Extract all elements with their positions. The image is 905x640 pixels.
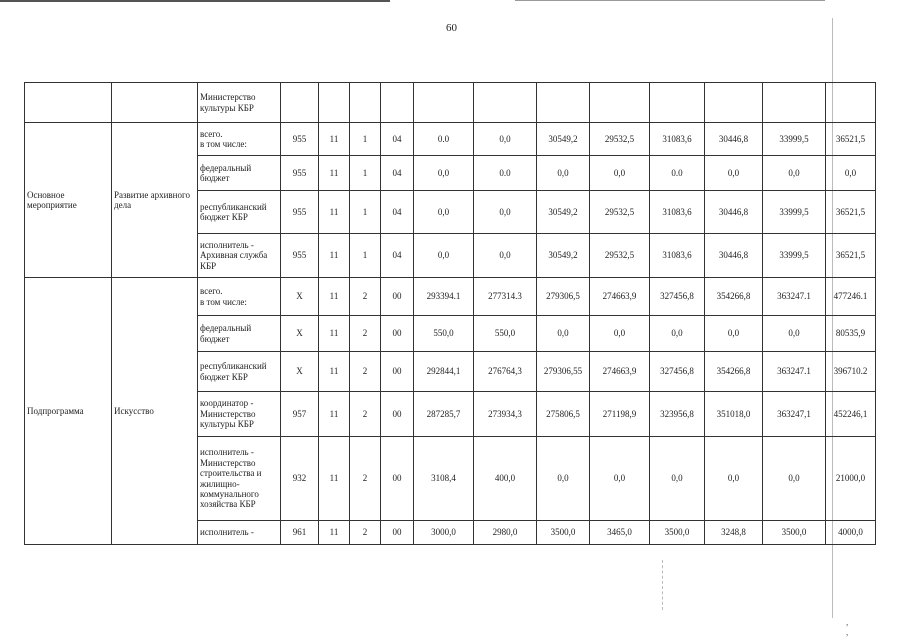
value-cell: 0,0 xyxy=(763,316,826,352)
scan-artifact-dots: , , xyxy=(846,617,867,637)
value-cell: 2980,0 xyxy=(474,521,537,545)
value-cell: 0,0 xyxy=(590,156,650,191)
row-label: координатор - Министерство культуры КБР xyxy=(198,392,281,437)
code-cell-om: 00 xyxy=(381,437,414,521)
value-cell: 3248,8 xyxy=(705,521,763,545)
code-cell-gp: 11 xyxy=(319,191,350,234)
value-cell: 0,0 xyxy=(763,437,826,521)
row-label: исполнитель - xyxy=(198,521,281,545)
value-cell: 323956,8 xyxy=(650,392,705,437)
value-cell: 351018,0 xyxy=(705,392,763,437)
value-cell: 0.0 xyxy=(414,123,474,156)
value-cell: 33999,5 xyxy=(763,191,826,234)
value-cell: 3500,0 xyxy=(763,521,826,545)
code-cell-om: 04 xyxy=(381,123,414,156)
code-cell-pgp: 1 xyxy=(350,123,381,156)
table-row xyxy=(25,83,876,123)
value-cell: 3465,0 xyxy=(590,521,650,545)
row-label: всего. в том числе: xyxy=(198,123,281,156)
row-label: федеральный бюджет xyxy=(198,156,281,191)
value-cell: 550,0 xyxy=(414,316,474,352)
value-cell: 0,0 xyxy=(414,156,474,191)
value-cell: 0,0 xyxy=(590,437,650,521)
code-cell-pgp: 1 xyxy=(350,191,381,234)
top-rule-right xyxy=(515,0,825,1)
code-cell-gp: 11 xyxy=(319,352,350,392)
table-row xyxy=(25,278,876,316)
code-cell-grbs: 955 xyxy=(281,123,319,156)
value-cell: 279306,5 xyxy=(537,278,590,316)
code-cell-pgp: 2 xyxy=(350,521,381,545)
value-cell: 0,0 xyxy=(705,156,763,191)
value-cell: 30446,8 xyxy=(705,234,763,278)
value-cell: 0,0 xyxy=(650,437,705,521)
code-cell-grbs: X xyxy=(281,278,319,316)
value-cell: 0,0 xyxy=(705,437,763,521)
budget-table xyxy=(24,82,876,545)
value-cell: 3500,0 xyxy=(537,521,590,545)
value-cell: 0,0 xyxy=(537,316,590,352)
value-cell: 33999,5 xyxy=(763,123,826,156)
group-type-cell: Основное мероприятие xyxy=(25,123,112,278)
code-cell-gp: 11 xyxy=(319,316,350,352)
value-cell: 80535,9 xyxy=(826,316,876,352)
code-cell-grbs: X xyxy=(281,316,319,352)
value-cell: 363247.1 xyxy=(763,278,826,316)
value-cell: 354266,8 xyxy=(705,278,763,316)
scan-artifact-dash xyxy=(662,560,664,610)
code-cell-om: 00 xyxy=(381,392,414,437)
code-cell-om: 00 xyxy=(381,352,414,392)
value-cell: 29532,5 xyxy=(590,123,650,156)
value-cell: 271198,9 xyxy=(590,392,650,437)
table-row xyxy=(25,123,876,156)
code-cell-pgp: 1 xyxy=(350,234,381,278)
value-cell: 477246.1 xyxy=(826,278,876,316)
code-cell-om: 04 xyxy=(381,234,414,278)
row-label: федеральный бюджет xyxy=(198,316,281,352)
code-cell-grbs: 955 xyxy=(281,191,319,234)
code-cell-grbs: 932 xyxy=(281,437,319,521)
value-cell: 29532,5 xyxy=(590,191,650,234)
value-cell: 31083,6 xyxy=(650,234,705,278)
value-cell: 363247.1 xyxy=(763,352,826,392)
value-cell: 363247,1 xyxy=(763,392,826,437)
value-cell: 0,0 xyxy=(474,123,537,156)
value-cell: 36521,5 xyxy=(826,191,876,234)
value-cell: 550,0 xyxy=(474,316,537,352)
value-cell: 0,0 xyxy=(590,316,650,352)
value-cell: 0,0 xyxy=(537,156,590,191)
value-cell: 327456,8 xyxy=(650,278,705,316)
code-cell-grbs: X xyxy=(281,352,319,392)
code-cell-pgp: 2 xyxy=(350,392,381,437)
value-cell: 0,0 xyxy=(414,191,474,234)
code-cell-om: 04 xyxy=(381,156,414,191)
value-cell: 30549,2 xyxy=(537,234,590,278)
value-cell: 3108,4 xyxy=(414,437,474,521)
value-cell: 293394.1 xyxy=(414,278,474,316)
code-cell-gp: 11 xyxy=(319,392,350,437)
code-cell-gp: 11 xyxy=(319,123,350,156)
value-cell: 354266,8 xyxy=(705,352,763,392)
row-label: республиканский бюджет КБР xyxy=(198,191,281,234)
top-rule xyxy=(0,0,390,2)
value-cell: 273934,3 xyxy=(474,392,537,437)
value-cell: 3000,0 xyxy=(414,521,474,545)
code-cell-grbs: 961 xyxy=(281,521,319,545)
code-cell-om: 04 xyxy=(381,191,414,234)
value-cell: 279306,55 xyxy=(537,352,590,392)
value-cell: 30549,2 xyxy=(537,123,590,156)
code-cell-pgp: 2 xyxy=(350,316,381,352)
value-cell: 452246,1 xyxy=(826,392,876,437)
value-cell: 0,0 xyxy=(474,191,537,234)
row-label: исполнитель - Министерство строительства и жилищно-коммунального хозяйства КБР xyxy=(198,437,281,521)
value-cell: 36521,5 xyxy=(826,123,876,156)
value-cell: 400,0 xyxy=(474,437,537,521)
value-cell: 0,0 xyxy=(650,316,705,352)
value-cell: 0,0 xyxy=(474,234,537,278)
value-cell: 277314.3 xyxy=(474,278,537,316)
value-cell: 275806,5 xyxy=(537,392,590,437)
code-cell-pgp: 2 xyxy=(350,352,381,392)
row-label: всего. в том числе: xyxy=(198,278,281,316)
value-cell: 396710.2 xyxy=(826,352,876,392)
value-cell: 0,0 xyxy=(826,156,876,191)
code-cell-gp: 11 xyxy=(319,437,350,521)
code-cell-gp: 11 xyxy=(319,234,350,278)
value-cell: 3500,0 xyxy=(650,521,705,545)
value-cell: 33999,5 xyxy=(763,234,826,278)
value-cell: 4000,0 xyxy=(826,521,876,545)
value-cell: 0,0 xyxy=(763,156,826,191)
value-cell: 287285,7 xyxy=(414,392,474,437)
value-cell: 0.0 xyxy=(650,156,705,191)
value-cell: 29532,5 xyxy=(590,234,650,278)
code-cell-grbs: 957 xyxy=(281,392,319,437)
code-cell-gp: 11 xyxy=(319,278,350,316)
value-cell: 36521,5 xyxy=(826,234,876,278)
value-cell: 0,0 xyxy=(537,437,590,521)
row-label: исполнитель - Архивная служба КБР xyxy=(198,234,281,278)
row-label: Министерство культуры КБР xyxy=(198,83,281,123)
row-label: республиканский бюджет КБР xyxy=(198,352,281,392)
page-number: 60 xyxy=(446,22,457,34)
value-cell: 31083,6 xyxy=(650,191,705,234)
code-cell-pgp: 2 xyxy=(350,278,381,316)
value-cell: 276764,3 xyxy=(474,352,537,392)
code-cell-om: 00 xyxy=(381,278,414,316)
value-cell: 30549,2 xyxy=(537,191,590,234)
value-cell: 31083,6 xyxy=(650,123,705,156)
code-cell-gp: 11 xyxy=(319,521,350,545)
value-cell: 274663,9 xyxy=(590,278,650,316)
value-cell: 0,0 xyxy=(414,234,474,278)
code-cell-grbs: 955 xyxy=(281,234,319,278)
code-cell-om: 00 xyxy=(381,316,414,352)
code-cell-gp: 11 xyxy=(319,156,350,191)
value-cell: 0.0 xyxy=(474,156,537,191)
code-cell-pgp: 1 xyxy=(350,156,381,191)
code-cell-grbs: 955 xyxy=(281,156,319,191)
group-type-cell: Подпрограмма xyxy=(25,278,112,545)
value-cell: 292844,1 xyxy=(414,352,474,392)
value-cell: 327456,8 xyxy=(650,352,705,392)
value-cell: 30446,8 xyxy=(705,123,763,156)
value-cell: 0,0 xyxy=(705,316,763,352)
code-cell-pgp: 2 xyxy=(350,437,381,521)
value-cell: 274663,9 xyxy=(590,352,650,392)
value-cell: 30446,8 xyxy=(705,191,763,234)
code-cell-om: 00 xyxy=(381,521,414,545)
group-name-cell: Развитие архивного дела xyxy=(112,123,198,278)
value-cell: 21000,0 xyxy=(826,437,876,521)
group-name-cell: Искусство xyxy=(112,278,198,545)
